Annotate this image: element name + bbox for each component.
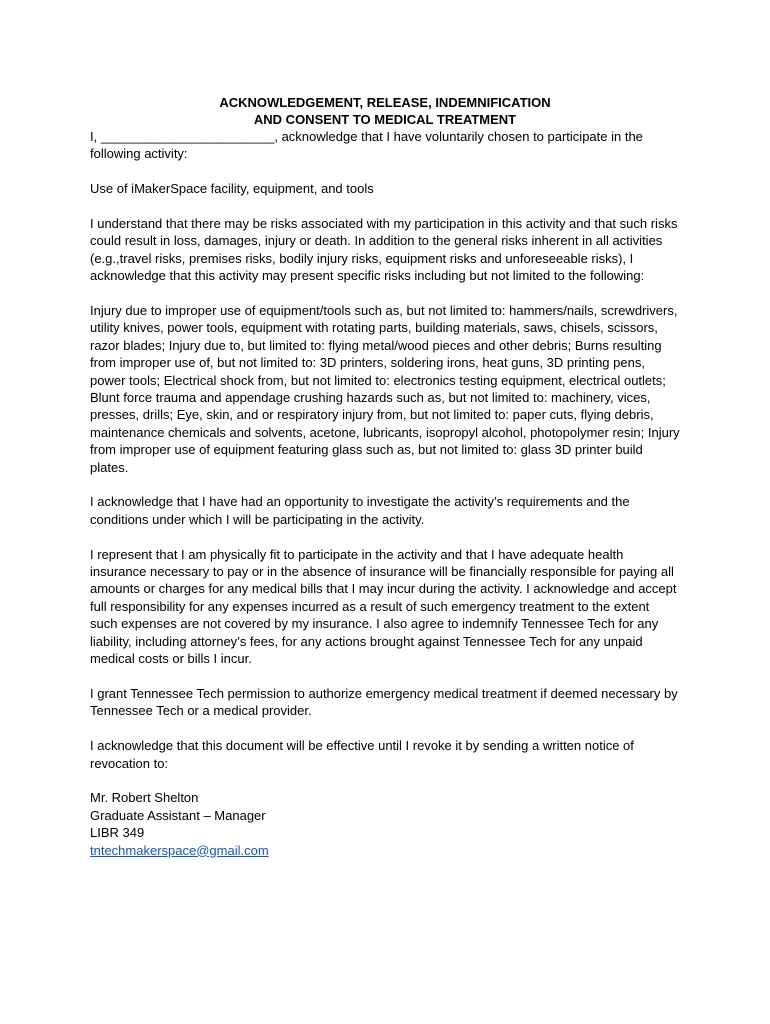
intro-paragraph: I, ________________________, acknowledge that I have voluntarily chosen to participate in the following activity: [90, 129, 643, 162]
contact-role: Graduate Assistant – Manager [90, 807, 266, 823]
medical-paragraph: I grant Tennessee Tech permission to authorize emergency medical treatment if deemed necessary by Tennessee Tech or a medical provider. [90, 685, 678, 719]
activity-paragraph: Use of iMakerSpace facility, equipment, and tools [90, 181, 374, 197]
risks-list-paragraph: Injury due to improper use of equipment/tools such as, but not limited to: hammers/nails, screwdrivers, utility knives, power tools, equipment with rotating parts, building materials, saws, chisels, scissors, razor blades; Injury due to, but limited to: flying metal/wood pieces and other debris; Burns resulting from improper use of, but not limited to: 3D printers, soldering irons, heat guns, 3D printing pens, power tools; Electrical shock from, but not limited to: electronics testing equipment, electrical outlets; Blunt force trauma and appendage crushing hazards such as, but not limited to: machinery, vices, presses, drills; Eye, skin, and or respiratory injury from, but not limited to: paper cuts, flying debris, maintenance chemicals and solvents, acetone, lubricants, isopropyl alcohol, photopolymer resin; Injury from improper use of equipment featuring glass such as, but not limited to: glass 3D printer build plates. [90, 303, 680, 475]
document-title-line-1: ACKNOWLEDGEMENT, RELEASE, INDEMNIFICATION [219, 95, 551, 110]
contact-location: LIBR 349 [90, 825, 145, 841]
investigate-paragraph: I acknowledge that I have had an opportunity to investigate the activity’s requirements and the conditions under which I will be participating in the activity. [90, 494, 630, 527]
revocation-paragraph: I acknowledge that this document will be effective until I revoke it by sending a written notice of revocation to: [90, 738, 634, 771]
risks-intro-paragraph: I understand that there may be risks associated with my participation in this activity and that such risks could result in loss, damages, injury or death. In addition to the general risks inherent in all activities (e.g.,travel risks, premises risks, bodily injury risks, equipment risks and unforeseeable risks), I acknowledge that this activity may present specific risks including but not limited to the following: [90, 216, 678, 284]
contact-email-link[interactable]: tntechmakerspace@gmail.com [90, 842, 269, 858]
document-title-line-2: AND CONSENT TO MEDICAL TREATMENT [253, 112, 517, 127]
contact-name: Mr. Robert Shelton [90, 790, 199, 806]
contact-block [90, 789, 680, 859]
fitness-paragraph: I represent that I am physically fit to participate in the activity and that I have adequate health insurance necessary to pay or in the absence of insurance will be financially responsible for paying all amounts or charges for any medical bills that I may incur during the activity. I acknowledge and accept full responsibility for any expenses incurred as a result of such emergency treatment to the extent such expenses are not covered by my insurance. I also agree to indemnify Tennessee Tech for any liability, including attorney’s fees, for any actions brought against Tennessee Tech for any unpaid medical costs or bills I incur. [90, 546, 677, 667]
document-page [90, 94, 680, 859]
